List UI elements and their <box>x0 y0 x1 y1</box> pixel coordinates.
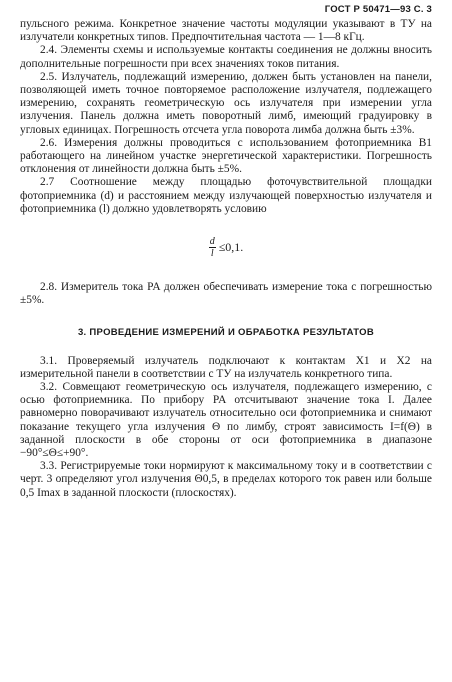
formula-denominator: l <box>210 248 214 260</box>
running-header: ГОСТ Р 50471—93 С. 3 <box>324 4 432 15</box>
paragraph-3-2: 3.2. Совмещают геометрическую ось излучателя, подлежащего измерению, с осью фотоприемника. По прибору PA отсчитывают значение тока I. Далее равномерно поворачивают излучатель относительно оси фотоприемника и снимают показание текущего угла излучения Θ по лимбу, строят зависимость I=f(Θ) в заданной плоскости в обе стороны от оси фотоприемника в диапазоне −90°≤Θ≤+90°. <box>20 381 432 460</box>
formula-ratio <box>20 236 432 259</box>
document-body <box>20 18 432 500</box>
paragraph-3-1: 3.1. Проверяемый излучатель подключают к контактам X1 и X2 на измерительной панели в соответствии с ТУ на излучатель конкретного типа. <box>20 354 432 380</box>
paragraph-2-6: 2.6. Измерения должны проводиться с использованием фотоприемника B1 работающего на линейном участке энергетической характеристики. Погрешность отклонения от линейности должна быть ±5%. <box>20 136 432 176</box>
paragraph-3-3: 3.3. Регистрируемые токи нормируют к максимальному току и в соответствии с черт. 3 определяют угол излучения Θ0,5, в пределах которого ток равен или больше 0,5 Imax в заданной плоскости (плоскостях). <box>20 460 432 499</box>
paragraph-2-4: 2.4. Элементы схемы и используемые контакты соединения не должны вносить дополнительные погрешности при всех значениях токов питания. <box>20 44 432 70</box>
paragraph-2-8: 2.8. Измеритель тока PA должен обеспечивать измерение тока с погрешностью ±5%. <box>20 281 432 307</box>
formula-fraction <box>209 236 216 259</box>
paragraph-2-7: 2.7 Соотношение между площадью фоточувствительной площадки фотоприемника (d) и расстоянием между излучающей поверхностью излучателя и фотоприемника (l) должно удовлетворять условию <box>20 176 432 215</box>
section-3-title: 3. ПРОВЕДЕНИЕ ИЗМЕРЕНИЙ И ОБРАБОТКА РЕЗУЛЬТАТОВ <box>77 327 375 339</box>
paragraph-2-5: 2.5. Излучатель, подлежащий измерению, должен быть установлен на панели, позволяющей иметь точное повторяемое расположение излучателя, подлежащего измерению, сохранять геометрическую ось излучателя при измерении угла излучения. Панель должна иметь поворотный лимб, имеющий градуировку в угловых единицах. Погрешность отсчета угла поворота лимба должна быть ±3%. <box>20 70 432 136</box>
formula-numerator: d <box>209 236 215 248</box>
paragraph-continued: пульсного режима. Конкретное значение частоты модуляции указывают в ТУ на излучатели конкретных типов. Предпочтительная частота — 1—8 кГц. <box>20 18 432 44</box>
formula-relation: ≤0,1. <box>218 239 244 254</box>
